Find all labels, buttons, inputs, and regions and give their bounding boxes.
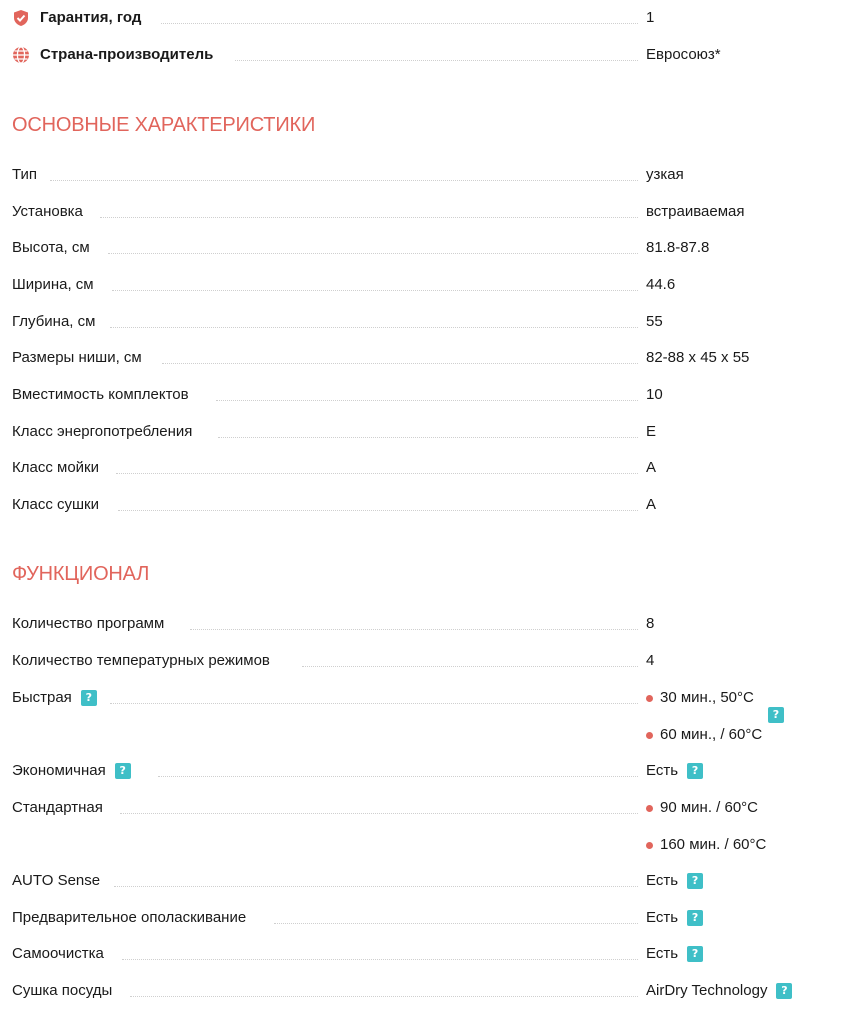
bullet-dot [646,805,653,812]
spec-label: Класс мойки [12,459,99,476]
help-icon[interactable]: ? [776,983,792,999]
spec-label: Размеры ниши, см [12,349,142,366]
spec-value-option: 30 мин., 50°C [646,688,754,708]
spec-value: 55 [646,313,663,330]
dotted-leader [50,180,638,181]
spec-value: Есть ? [646,944,703,964]
spec-row-quick [12,688,842,762]
dotted-leader [116,473,638,474]
spec-label: Класс энергопотребления [12,423,193,440]
globe-icon [12,46,30,64]
spec-value: A [646,496,657,513]
spec-value: 10 [646,386,663,403]
spec-row-warranty [12,8,842,45]
spec-row [12,275,842,312]
spec-label: Предварительное ополаскивание [12,909,247,926]
help-icon[interactable]: ? [687,946,703,962]
spec-row [12,165,842,202]
bullet-dot [646,732,653,739]
dotted-leader [110,327,638,328]
spec-value: Есть ? [646,908,703,928]
dotted-leader [122,959,638,960]
spec-label: AUTO Sense [12,872,101,889]
bullet-dot [646,695,653,702]
dotted-leader [218,437,638,438]
spec-value: 82-88 x 45 x 55 [646,349,750,366]
spec-row [12,944,842,981]
help-icon[interactable]: ? [81,690,97,706]
spec-value-option: 60 мин., / 60°C [646,725,762,745]
spec-value: Есть ? [646,871,703,891]
dotted-leader [114,886,638,887]
help-icon[interactable]: ? [687,910,703,926]
spec-label: Высота, см [12,239,90,256]
spec-value: 1 [646,9,655,26]
spec-value: узкая [646,166,684,183]
spec-row [12,458,842,495]
spec-label: Стандартная [12,799,103,816]
spec-label: Количество программ [12,615,165,632]
spec-label: Установка [12,203,83,220]
spec-label: Ширина, см [12,276,94,293]
spec-value-option: 160 мин. / 60°C [646,835,766,855]
spec-row [12,385,842,422]
dotted-leader [274,923,638,924]
dotted-leader [161,23,638,24]
dotted-leader [110,703,638,704]
dotted-leader [130,996,638,997]
dotted-leader [120,813,638,814]
spec-value: E [646,423,657,440]
spec-row [12,651,842,688]
spec-row [12,495,842,532]
dotted-leader [235,60,638,61]
spec-row [12,312,842,349]
help-icon[interactable]: ? [768,707,784,723]
spec-row [12,614,842,651]
spec-row-country [12,45,842,82]
spec-value: Есть ? [646,761,703,781]
dotted-leader [158,776,638,777]
dotted-leader [108,253,638,254]
dotted-leader [216,400,638,401]
spec-value: Евросоюз* [646,46,721,63]
spec-value: 8 [646,615,655,632]
spec-row [12,238,842,275]
spec-row [12,348,842,385]
dotted-leader [302,666,638,667]
spec-row [12,422,842,459]
spec-value: 44.6 [646,276,676,293]
help-icon[interactable]: ? [687,873,703,889]
spec-row [12,908,842,945]
section-title-functional: ФУНКЦИОНАЛ [12,563,150,585]
help-icon[interactable]: ? [115,763,131,779]
spec-row [12,871,842,908]
spec-label: Быстрая ? [12,688,97,708]
dotted-leader [118,510,638,511]
spec-value: 4 [646,652,655,669]
spec-row [12,761,842,798]
spec-label: Количество температурных режимов [12,652,270,669]
spec-value-option: 90 мин. / 60°C [646,798,758,818]
spec-label: Тип [12,166,38,183]
spec-value: AirDry Technology ? [646,981,792,1001]
spec-label: Сушка посуды [12,982,113,999]
spec-label: Глубина, см [12,313,96,330]
spec-row-standard [12,798,842,872]
spec-label: Гарантия, год [12,8,141,28]
spec-value: 81.8-87.8 [646,239,710,256]
help-icon[interactable]: ? [687,763,703,779]
section-title-main: ОСНОВНЫЕ ХАРАКТЕРИСТИКИ [12,114,316,136]
spec-label: Вместимость комплектов [12,386,189,403]
spec-label: Класс сушки [12,496,99,513]
spec-label: Самоочистка [12,945,104,962]
dotted-leader [190,629,638,630]
spec-label: Экономичная ? [12,761,131,781]
spec-row [12,202,842,239]
dotted-leader [112,290,638,291]
spec-value: встраиваемая [646,203,745,220]
dotted-leader [162,363,638,364]
shield-check-icon [12,9,30,27]
spec-value: A [646,459,657,476]
bullet-dot [646,842,653,849]
spec-row [12,981,842,1018]
dotted-leader [100,217,638,218]
spec-label: Страна-производитель [12,45,213,65]
